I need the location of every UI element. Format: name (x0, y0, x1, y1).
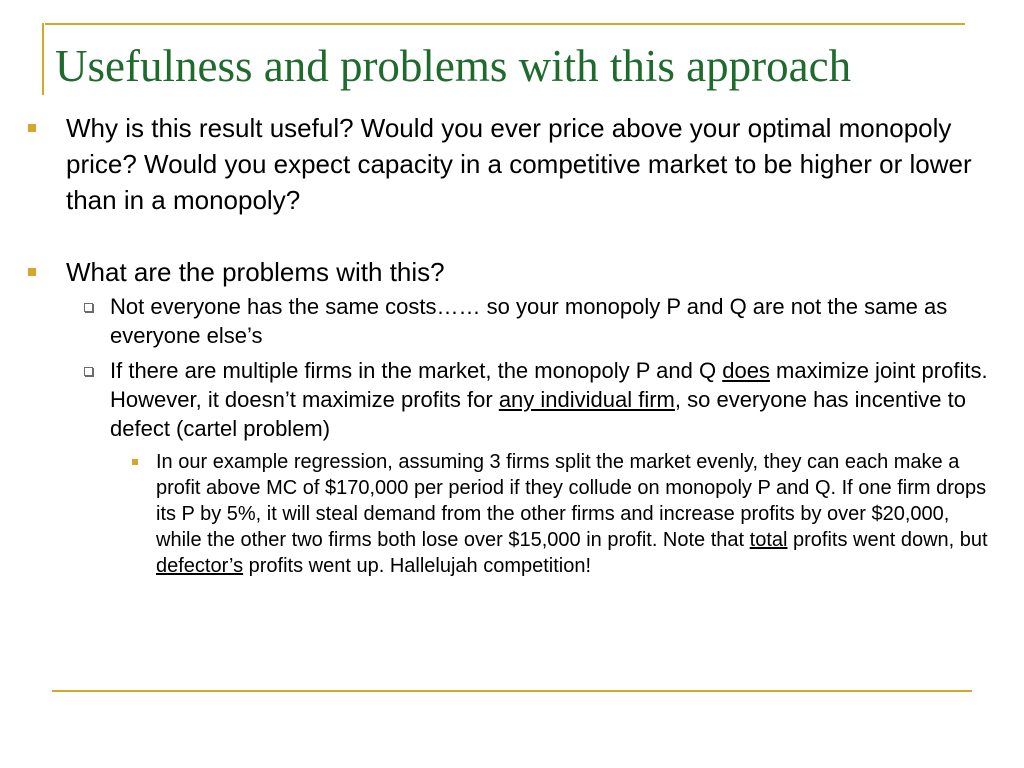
subbullet-text-2 (110, 356, 988, 443)
subsubbullet-item-1 (28, 449, 988, 579)
subbullet-text-2-part-a: If there are multiple firms in the market, the monopoly P and Q (110, 358, 723, 383)
checkbox-bullet-icon (84, 367, 93, 376)
square-bullet-icon (28, 124, 36, 132)
bullet-item-2 (28, 254, 988, 290)
square-bullet-icon (28, 268, 36, 276)
slide-title: Usefulness and problems with this approach (55, 41, 852, 91)
subbullet-text-2-underline-any-individual-firm: any individual firm (498, 387, 675, 412)
slide-body (28, 110, 988, 579)
bullet-text-2: What are the problems with this? (66, 257, 445, 287)
subsubbullet-underline-defectors: defector’s (156, 555, 244, 577)
subsubbullet-underline-total: total (749, 529, 788, 551)
square-bullet-icon (132, 459, 138, 465)
bullet-item-1 (28, 110, 988, 218)
subbullet-text-2-part-e: , so everyone has incentive to defect (cartel problem) (110, 387, 966, 441)
checkbox-bullet-icon (84, 303, 93, 312)
subbullet-item-2 (28, 356, 988, 443)
frame-bottom-line (52, 690, 972, 692)
subsubbullet-text-part-e: profits went up. Hallelujah competition! (243, 555, 592, 577)
subsubbullet-text-part-c: profits went down, but (787, 529, 988, 551)
subsubbullet-text-part-a: In our example regression, assuming 3 firms split the market evenly, they can each make a profit above MC of $170,000 per period if they collude on monopoly P and Q. If one firm drops its P by 5%, it will steal demand from the other firms and increase profits by over $20,000, while the other two firms both lose over $15,000 in profit. Note that (156, 451, 987, 551)
subbullet-text-2-part-c: maximize joint profits. However, it doesn’t maximize profits for (110, 358, 988, 412)
subsubbullet-text-1 (156, 449, 988, 579)
frame-left-line (42, 23, 44, 95)
subbullet-text-1: Not everyone has the same costs…… so your monopoly P and Q are not the same as everyone else’s (110, 294, 948, 348)
bullet-text-1: Why is this result useful? Would you ever price above your optimal monopoly price? Would you expect capacity in a competitive market to be higher or lower than in a monopoly? (66, 113, 972, 215)
subbullet-text-2-underline-does: does (722, 358, 770, 383)
subbullet-item-1 (28, 292, 988, 350)
frame-top-line (45, 23, 965, 25)
